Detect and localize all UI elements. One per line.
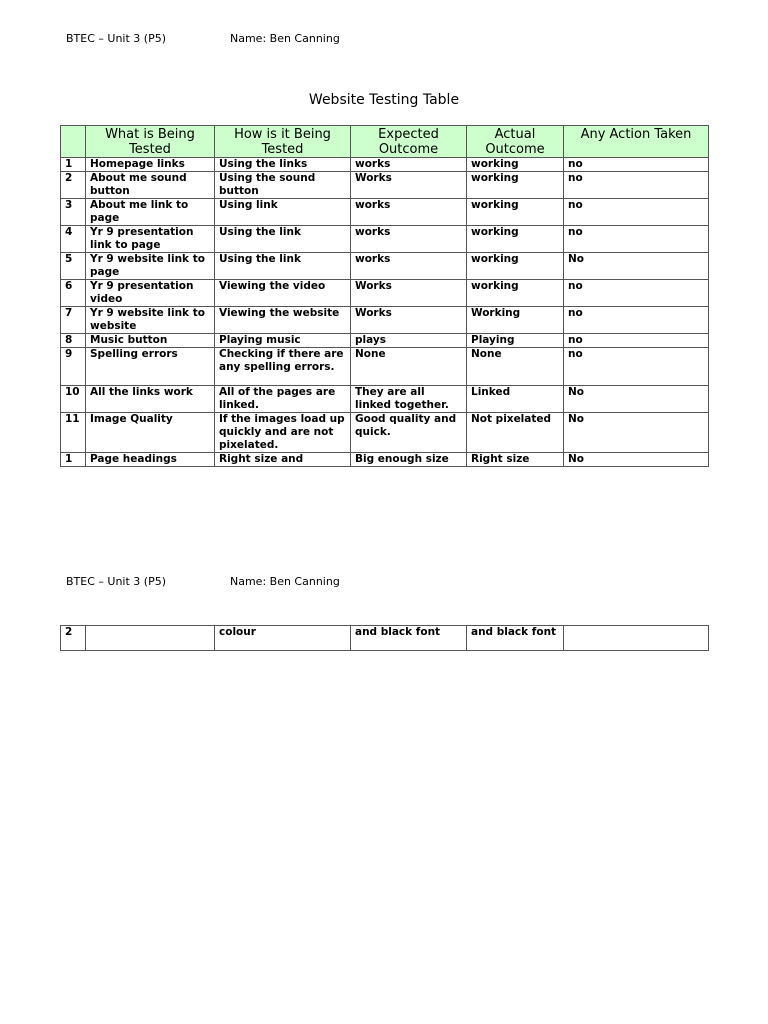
table-row <box>61 348 709 386</box>
cell-how: All of the pages are linked. <box>215 386 351 413</box>
table-row <box>61 334 709 348</box>
column-header-expected: Expected Outcome <box>351 126 467 158</box>
cell-action: no <box>564 172 709 199</box>
cell-expected: They are all linked together. <box>351 386 467 413</box>
cell-actual: Linked <box>467 386 564 413</box>
cell-action: No <box>564 453 709 467</box>
cell-what: Page headings <box>86 453 215 467</box>
student-name: Name: Ben Canning <box>230 32 340 45</box>
cell-actual: working <box>467 226 564 253</box>
cell-how: Using link <box>215 199 351 226</box>
cell-how: Viewing the website <box>215 307 351 334</box>
cell-how: Using the links <box>215 158 351 172</box>
cell-expected: plays <box>351 334 467 348</box>
cell-actual: working <box>467 280 564 307</box>
row-number: 7 <box>61 307 86 334</box>
cell-expected: Works <box>351 307 467 334</box>
cell-what: Yr 9 website link to website <box>86 307 215 334</box>
table-row <box>61 413 709 453</box>
table-row <box>61 453 709 467</box>
table-row <box>61 226 709 253</box>
cell-action: No <box>564 253 709 280</box>
row-number: 2 <box>61 172 86 199</box>
row-number: 4 <box>61 226 86 253</box>
student-name: Name: Ben Canning <box>230 575 340 588</box>
cell-action: no <box>564 334 709 348</box>
column-header-how: How is it Being Tested <box>215 126 351 158</box>
cell-how: If the images load up quickly and are not pixelated. <box>215 413 351 453</box>
cell-expected: and black font <box>351 626 467 651</box>
table-row <box>61 253 709 280</box>
cell-what: About me link to page <box>86 199 215 226</box>
cell-actual: Playing <box>467 334 564 348</box>
cell-what <box>86 626 215 651</box>
course-label: BTEC – Unit 3 (P5) <box>66 575 166 588</box>
cell-action: No <box>564 386 709 413</box>
table-row <box>61 172 709 199</box>
cell-how: Checking if there are any spelling errors. <box>215 348 351 386</box>
cell-what: Homepage links <box>86 158 215 172</box>
cell-action: no <box>564 307 709 334</box>
row-number: 1 <box>61 158 86 172</box>
cell-actual: Working <box>467 307 564 334</box>
cell-what: Yr 9 presentation video <box>86 280 215 307</box>
page-header <box>66 32 340 45</box>
continuation-table <box>60 625 709 651</box>
cell-actual: working <box>467 199 564 226</box>
cell-action: No <box>564 413 709 453</box>
cell-expected: Works <box>351 172 467 199</box>
cell-expected: Good quality and quick. <box>351 413 467 453</box>
table-row <box>61 386 709 413</box>
column-header-actual: Actual Outcome <box>467 126 564 158</box>
website-testing-table <box>60 125 709 467</box>
cell-actual: Not pixelated <box>467 413 564 453</box>
cell-expected: works <box>351 253 467 280</box>
cell-actual: Right size <box>467 453 564 467</box>
row-number: 11 <box>61 413 86 453</box>
table-row <box>61 626 709 651</box>
cell-actual: working <box>467 158 564 172</box>
table-row <box>61 280 709 307</box>
column-header-number <box>61 126 86 158</box>
cell-how: Using the link <box>215 226 351 253</box>
cell-what: About me sound button <box>86 172 215 199</box>
cell-what: Yr 9 website link to page <box>86 253 215 280</box>
cell-actual: working <box>467 172 564 199</box>
cell-how: Using the sound button <box>215 172 351 199</box>
cell-what: Image Quality <box>86 413 215 453</box>
cell-how: Right size and <box>215 453 351 467</box>
cell-actual: None <box>467 348 564 386</box>
row-number: 8 <box>61 334 86 348</box>
cell-expected: works <box>351 199 467 226</box>
cell-action: no <box>564 226 709 253</box>
cell-what: Spelling errors <box>86 348 215 386</box>
cell-expected: works <box>351 226 467 253</box>
cell-expected: None <box>351 348 467 386</box>
cell-how: Viewing the video <box>215 280 351 307</box>
cell-action: no <box>564 158 709 172</box>
row-number: 9 <box>61 348 86 386</box>
course-label: BTEC – Unit 3 (P5) <box>66 32 166 45</box>
row-number: 5 <box>61 253 86 280</box>
cell-actual: working <box>467 253 564 280</box>
cell-actual: and black font <box>467 626 564 651</box>
cell-expected: Works <box>351 280 467 307</box>
cell-action <box>564 626 709 651</box>
cell-action: no <box>564 199 709 226</box>
row-number: 10 <box>61 386 86 413</box>
table-row <box>61 158 709 172</box>
table-row <box>61 307 709 334</box>
cell-how: Using the link <box>215 253 351 280</box>
cell-what: Yr 9 presentation link to page <box>86 226 215 253</box>
row-number: 3 <box>61 199 86 226</box>
row-number: 1 <box>61 453 86 467</box>
table-row <box>61 199 709 226</box>
row-number: 6 <box>61 280 86 307</box>
cell-what: All the links work <box>86 386 215 413</box>
document-title: Website Testing Table <box>308 92 460 108</box>
table-header-row <box>61 126 709 158</box>
cell-how: Playing music <box>215 334 351 348</box>
column-header-what: What is Being Tested <box>86 126 215 158</box>
cell-expected: Big enough size <box>351 453 467 467</box>
cell-action: no <box>564 280 709 307</box>
cell-expected: works <box>351 158 467 172</box>
column-header-action: Any Action Taken <box>564 126 709 158</box>
cell-action: no <box>564 348 709 386</box>
row-number: 2 <box>61 626 86 651</box>
cell-how: colour <box>215 626 351 651</box>
cell-what: Music button <box>86 334 215 348</box>
page-header <box>66 575 340 588</box>
